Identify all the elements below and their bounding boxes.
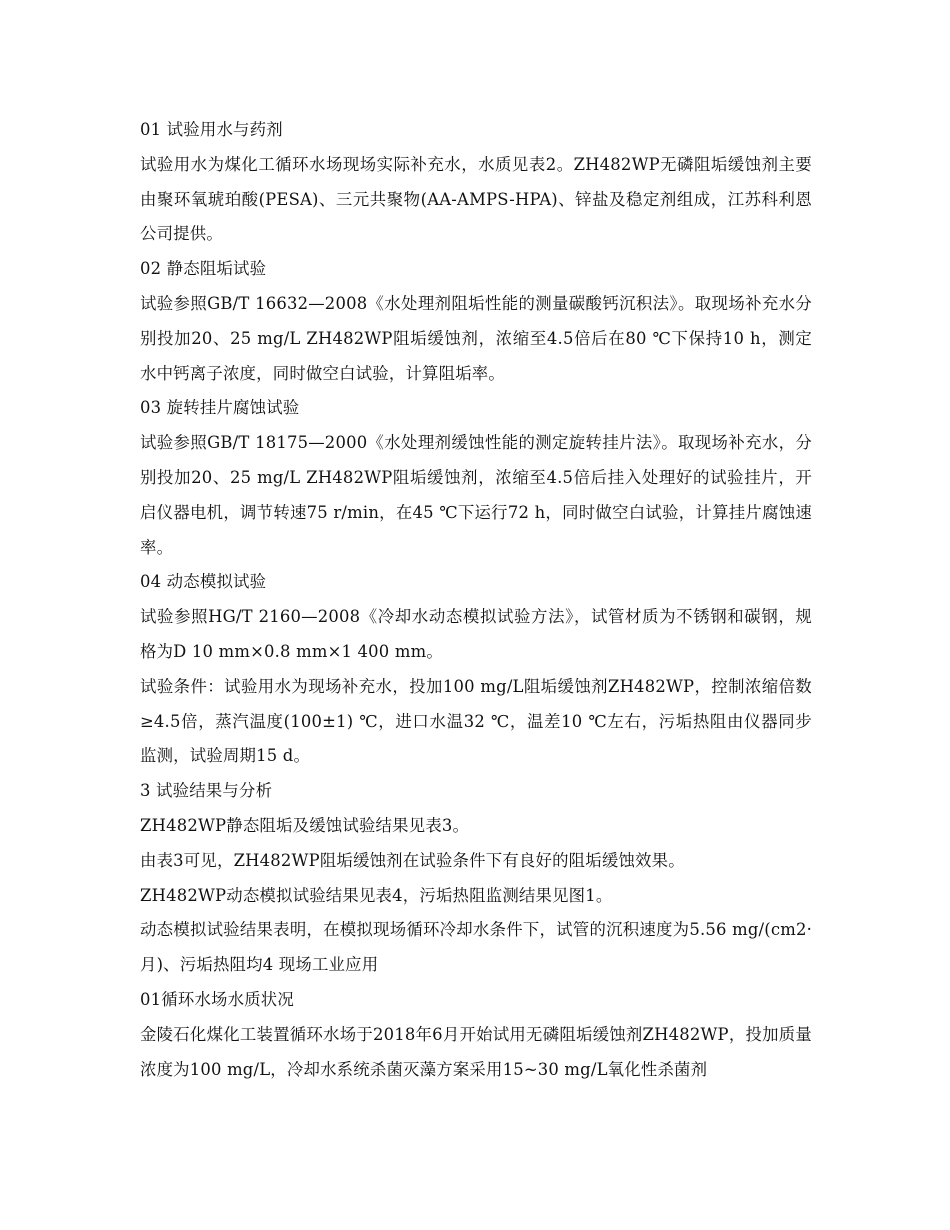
paragraph-results-conclusion: 由表3可见，ZH482WP阻垢缓蚀剂在试验条件下有良好的阻垢缓蚀效果。 [140, 850, 685, 870]
section-heading-dynamic-simulation: 04 动态模拟试验 [140, 572, 267, 592]
paragraph-dynamic-simulation-conditions: 试验条件：试验用水为现场补充水，投加100 mg/L阻垢缓蚀剂ZH482WP，控制浓缩倍数≥4.5倍，蒸汽温度(100±1) ℃，进口水温32 ℃，温差10 ℃左右，污垢热阻由仪器同步监测，试验周期15 d。 [140, 676, 812, 766]
section-heading-static-scale-test: 02 静态阻垢试验 [140, 259, 267, 279]
section-heading-rotating-coupon-test: 03 旋转挂片腐蚀试验 [140, 398, 300, 418]
paragraph-rotating-coupon-test: 试验参照GB/T 18175—2000《水处理剂缓蚀性能的测定旋转挂片法》。取现场补充水，分别投加20、25 mg/L ZH482WP阻垢缓蚀剂，浓缩至4.5倍后挂入处理好的试验挂片，开启仪器电机，调节转速75 r/min，在45 ℃下运行72 h，同时做空白试验，计算挂片腐蚀速率。 [140, 433, 812, 557]
paragraph-results-table3: ZH482WP静态阻垢及缓蚀试验结果见表3。 [140, 815, 470, 835]
paragraph-dynamic-results: 动态模拟试验结果表明，在模拟现场循环冷却水条件下，试管的沉积速度为5.56 mg/(cm2·月)、污垢热阻均4 现场工业应用 [140, 920, 812, 975]
paragraph-static-scale-test: 试验参照GB/T 16632—2008《水处理剂阻垢性能的测量碳酸钙沉积法》。取现场补充水分别投加20、25 mg/L ZH482WP阻垢缓蚀剂，浓缩至4.5倍后在80 ℃下保持10 h，测定水中钙离子浓度，同时做空白试验，计算阻垢率。 [140, 293, 812, 383]
paragraph-dynamic-simulation-method: 试验参照HG/T 2160—2008《冷却水动态模拟试验方法》，试管材质为不锈钢和碳钢，规格为D 10 mm×0.8 mm×1 400 mm。 [140, 607, 812, 661]
section-heading-water-quality: 01循环水场水质状况 [140, 989, 294, 1009]
document-page [140, 113, 812, 1087]
section-heading-results-analysis: 3 试验结果与分析 [140, 781, 273, 801]
section-heading-test-water: 01 试验用水与药剂 [140, 120, 283, 139]
paragraph-results-table4: ZH482WP动态模拟试验结果见表4，污垢热阻监测结果见图1。 [140, 885, 613, 905]
paragraph-industrial-application: 金陵石化煤化工装置循环水场于2018年6月开始试用无磷阻垢缓蚀剂ZH482WP，投加质量浓度为100 mg/L，冷却水系统杀菌灭藻方案采用15~30 mg/L氧化性杀菌剂 [140, 1024, 812, 1079]
paragraph-test-water: 试验用水为煤化工循环水场现场实际补充水，水质见表2。ZH482WP无磷阻垢缓蚀剂主要由聚环氧琥珀酸(PESA)、三元共聚物(AA-AMPS-HPA)、锌盐及稳定剂组成，江苏科利恩公司提供。 [140, 154, 812, 244]
